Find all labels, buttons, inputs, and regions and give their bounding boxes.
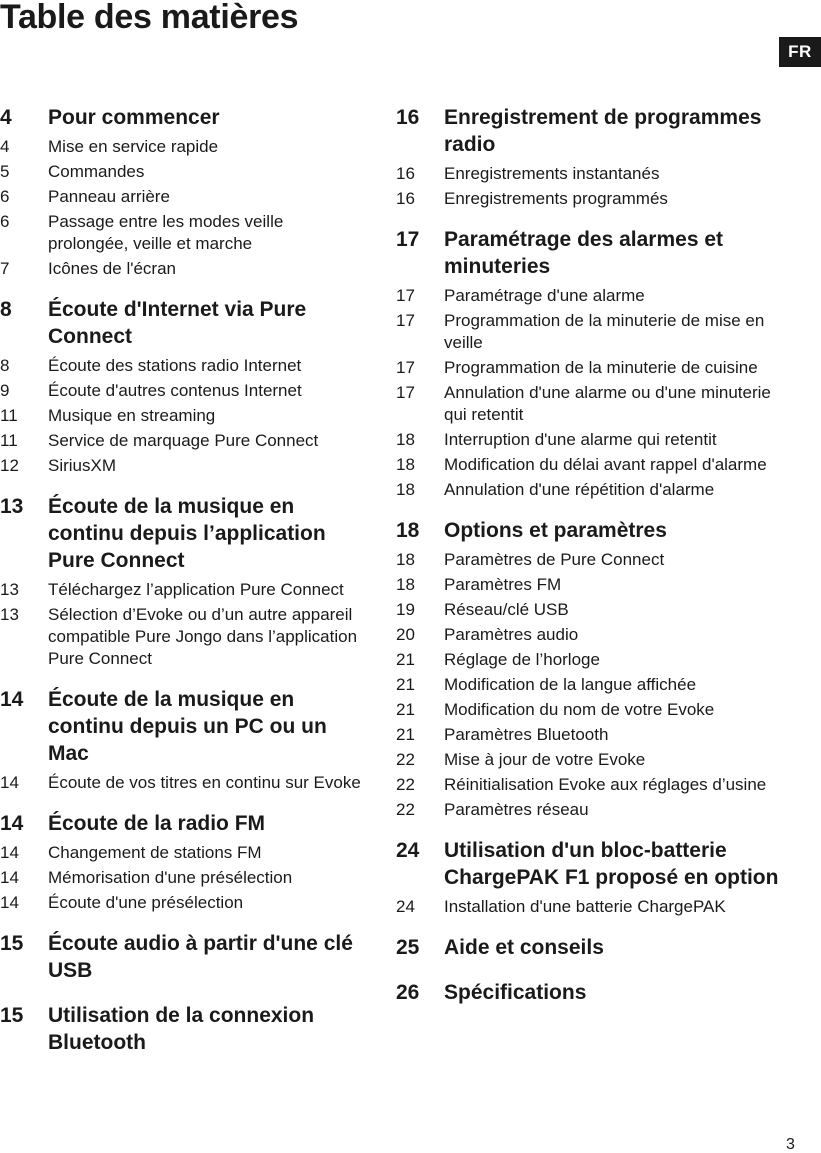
section-title: Écoute de la musique en continu depuis l’application Pure Connect [48,495,326,572]
entry-page-number: 18 [396,430,415,449]
toc-entry[interactable] [396,598,786,623]
toc-entry[interactable] [0,257,372,282]
toc-entry[interactable] [396,187,786,212]
section-page-number: 8 [0,298,12,321]
entry-label: Commandes [48,162,145,181]
section-page-number: 16 [396,106,420,129]
entry-page-number: 16 [396,189,415,208]
toc-section-heading[interactable] [0,672,372,771]
toc-entry[interactable] [0,603,372,672]
toc-section [0,796,372,916]
entry-page-number: 4 [0,137,10,156]
entry-label: Paramètres réseau [444,800,589,819]
toc-entry[interactable] [396,309,786,356]
entry-page-number: 18 [396,550,415,569]
entry-label: Passage entre les modes veille prolongée, veille et marche [48,212,284,253]
toc-section [0,90,372,282]
entry-page-number: 18 [396,455,415,474]
section-page-number: 15 [0,1004,24,1027]
toc-entry[interactable] [0,354,372,379]
section-title: Options et paramètres [444,519,667,542]
entry-label: Réseau/clé USB [444,600,569,619]
entry-page-number: 11 [0,431,18,450]
toc-entry[interactable] [396,356,786,381]
section-page-number: 14 [0,688,24,711]
section-title: Enregistrement de programmes radio [444,106,762,156]
entry-page-number: 12 [0,456,19,475]
entry-page-number: 18 [396,480,415,499]
toc-entry[interactable] [396,453,786,478]
entry-label: Interruption d'une alarme qui retentit [444,430,717,449]
entry-page-number: 21 [396,700,415,719]
section-page-number: 15 [0,932,24,955]
entry-page-number: 9 [0,381,10,400]
toc-section [0,988,372,1060]
toc-entry[interactable] [0,866,372,891]
toc-section [0,916,372,988]
entry-label: Paramètres FM [444,575,562,594]
entry-page-number: 13 [0,580,19,599]
toc-entry[interactable] [396,428,786,453]
entry-page-number: 21 [396,650,415,669]
toc-section [0,479,372,672]
toc-section-heading[interactable] [0,796,372,841]
entry-page-number: 19 [396,600,415,619]
section-title: Écoute de la musique en continu depuis un PC ou un Mac [48,688,327,765]
toc-section [396,503,786,823]
toc-entry[interactable] [0,379,372,404]
section-page-number: 13 [0,495,24,518]
toc-entry[interactable] [396,381,786,428]
toc-section-heading[interactable] [0,916,372,988]
toc-left-column [0,90,372,1060]
toc-entry[interactable] [396,895,786,920]
entry-label: Sélection d’Evoke ou d’un autre appareil compatible Pure Jongo dans l’application Pure Connect [48,605,358,668]
entry-page-number: 22 [396,800,415,819]
entry-label: Modification de la langue affichée [444,675,697,694]
section-title: Pour commencer [48,106,220,129]
entry-label: Réglage de l’horloge [444,650,600,669]
section-title: Utilisation d'un bloc-batterie ChargePAK F1 proposé en option [444,839,779,889]
entry-label: Écoute des stations radio Internet [48,356,302,375]
toc-entry[interactable] [0,891,372,916]
section-page-number: 17 [396,228,420,251]
entry-label: Icônes de l'écran [48,259,176,278]
section-page-number: 26 [396,981,420,1004]
toc-section [0,282,372,479]
section-title: Spécifications [444,981,587,1004]
page-number: 3 [786,1136,795,1153]
toc-section-heading[interactable] [0,988,372,1060]
toc-entry[interactable] [396,648,786,673]
section-title: Écoute de la radio FM [48,812,266,835]
entry-label: Écoute d'autres contenus Internet [48,381,302,400]
section-title: Écoute d'Internet via Pure Connect [48,298,307,348]
toc-section-heading[interactable] [0,90,372,135]
section-title: Utilisation de la connexion Bluetooth [48,1004,315,1054]
entry-page-number: 14 [0,868,19,887]
toc-entry[interactable] [0,210,372,257]
page-title: Table des matières [0,0,299,36]
toc-section-heading[interactable] [396,90,786,162]
toc-section-heading[interactable] [396,823,786,895]
entry-label: Paramètres audio [444,625,579,644]
entry-label: Paramètres Bluetooth [444,725,609,744]
section-title: Paramétrage des alarmes et minuteries [444,228,723,278]
section-page-number: 24 [396,839,420,862]
entry-page-number: 22 [396,775,415,794]
entry-label: Programmation de la minuterie de mise en veille [444,311,765,352]
entry-label: Panneau arrière [48,187,170,206]
entry-page-number: 17 [396,358,415,377]
entry-label: Paramétrage d'une alarme [444,286,645,305]
entry-page-number: 14 [0,893,19,912]
entry-page-number: 21 [396,725,415,744]
section-page-number: 4 [0,106,12,129]
toc-right-column [396,90,786,1010]
entry-label: Paramètres de Pure Connect [444,550,665,569]
toc-section-heading[interactable] [0,282,372,354]
entry-label: Annulation d'une répétition d'alarme [444,480,715,499]
entry-page-number: 24 [396,897,415,916]
toc-section [396,823,786,920]
toc-entry[interactable] [396,673,786,698]
entry-page-number: 14 [0,773,19,792]
entry-page-number: 6 [0,187,10,206]
entry-page-number: 17 [396,383,415,402]
entry-label: Modification du nom de votre Evoke [444,700,715,719]
toc-entry[interactable] [396,723,786,748]
entry-label: Téléchargez l’application Pure Connect [48,580,344,599]
section-title: Aide et conseils [444,936,604,959]
section-page-number: 14 [0,812,24,835]
entry-label: Musique en streaming [48,406,216,425]
entry-page-number: 17 [396,286,415,305]
toc-entry[interactable] [0,578,372,603]
entry-label: Modification du délai avant rappel d'alarme [444,455,767,474]
section-title: Écoute audio à partir d'une clé USB [48,932,353,982]
entry-page-number: 21 [396,675,415,694]
entry-label: Mise à jour de votre Evoke [444,750,646,769]
toc-entry[interactable] [396,162,786,187]
entry-label: Annulation d'une alarme ou d'une minuterie qui retentit [444,383,771,424]
entry-page-number: 6 [0,212,10,231]
language-badge: FR [779,37,821,67]
entry-label: Installation d'une batterie ChargePAK [444,897,726,916]
toc-entry[interactable] [396,548,786,573]
toc-entry[interactable] [396,623,786,648]
entry-page-number: 11 [0,406,18,425]
entry-page-number: 20 [396,625,415,644]
toc-entry[interactable] [396,773,786,798]
section-page-number: 18 [396,519,420,542]
entry-label: Réinitialisation Evoke aux réglages d’usine [444,775,767,794]
entry-label: Enregistrements instantanés [444,164,660,183]
entry-label: Enregistrements programmés [444,189,668,208]
toc-section-heading[interactable] [396,503,786,548]
toc-section-heading[interactable] [0,479,372,578]
toc-section [0,672,372,796]
entry-page-number: 5 [0,162,10,181]
entry-page-number: 18 [396,575,415,594]
entry-label: Mémorisation d'une présélection [48,868,293,887]
entry-page-number: 17 [396,311,415,330]
toc-entry[interactable] [0,135,372,160]
toc-entry[interactable] [396,284,786,309]
toc-entry[interactable] [396,798,786,823]
entry-label: Mise en service rapide [48,137,219,156]
entry-page-number: 8 [0,356,10,375]
toc-section [396,212,786,503]
entry-label: Écoute de vos titres en continu sur Evoke [48,773,361,792]
entry-label: Écoute d'une présélection [48,893,244,912]
entry-label: SiriusXM [48,456,117,475]
entry-page-number: 7 [0,259,10,278]
toc-section [396,90,786,212]
toc-section-heading[interactable] [396,212,786,284]
section-page-number: 25 [396,936,420,959]
toc-section [396,965,786,1010]
toc-entry[interactable] [0,841,372,866]
entry-label: Programmation de la minuterie de cuisine [444,358,758,377]
toc-entry[interactable] [396,748,786,773]
toc-entry[interactable] [0,771,372,796]
entry-page-number: 16 [396,164,415,183]
toc-section [396,920,786,965]
entry-page-number: 14 [0,843,19,862]
entry-label: Service de marquage Pure Connect [48,431,319,450]
toc-entry[interactable] [0,404,372,429]
toc-entry[interactable] [396,478,786,503]
toc-section-heading[interactable] [396,920,786,965]
entry-page-number: 22 [396,750,415,769]
toc-section-heading[interactable] [396,965,786,1010]
toc-entry[interactable] [0,454,372,479]
toc-entry[interactable] [0,185,372,210]
toc-entry[interactable] [396,698,786,723]
entry-label: Changement de stations FM [48,843,262,862]
entry-page-number: 13 [0,605,19,624]
toc-entry[interactable] [0,160,372,185]
toc-entry[interactable] [396,573,786,598]
toc-entry[interactable] [0,429,372,454]
